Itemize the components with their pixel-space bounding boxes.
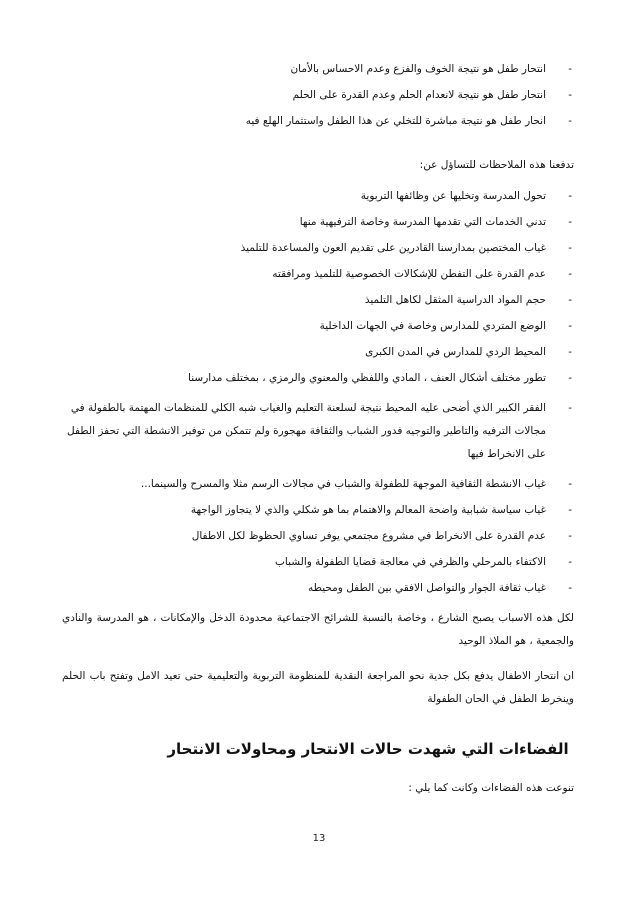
section-heading: الفضاءات التي شهدت حالات الانتحار ومحاولات الانتحار (167, 740, 569, 758)
list-item: - الفقر الكبير الذي أضحى عليه المحيط نتيجة لسلعنة التعليم والغياب شبه الكلي للمنظمات المهتمة بالطفولة في مجالات الترفيه والتاطير والتوجيه فدور الشباب والثقافة مهجورة ولم تتمكن من توفير الانشطة التي تحفز الطفل على الانخراط فيها (62, 397, 574, 477)
questions-list (62, 189, 574, 607)
list-item: - تطور مختلف أشكال العنف ، المادي واللفظي والمعنوي والرمزي ، بمختلف مدارسنا (62, 371, 574, 397)
list-item: - غياب سياسة شبابية واضحة المعالم والاهتمام بما هو شكلي والذي لا يتجاوز الواجهة (62, 503, 574, 529)
list-item: - غياب المختصين بمدارسنا القادرين على تقديم العون والمساعدة للتلميذ (62, 241, 574, 267)
list-item: - عدم القدرة على التفطن للإشكالات الخصوصية للتلميذ ومرافقته (62, 267, 574, 293)
list-item: - غياب ثقافة الجوار والتواصل الافقي بين الطفل ومحيطه (62, 581, 574, 607)
list-item: - حجم المواد الدراسية المثقل لكاهل التلميذ (62, 293, 574, 319)
paragraph: لكل هذه الاسباب يصبح الشارع ، وخاصة بالنسبة للشرائح الاجتماعية محدودة الدخل والإمكانات ، هو المدرسة والنادي والجمعية ، هو الملاذ الوحيد (62, 612, 574, 647)
list-item: - انتحار طفل هو نتيجة لانعدام الحلم وعدم القدرة على الحلم (62, 88, 574, 114)
consequences-list (62, 62, 574, 140)
list-item: - انتحار طفل هو نتيجة الخوف والفزع وعدم الاحساس بالأمان (62, 62, 574, 88)
questions-intro: تدفعنا هذه الملاحظات للتساؤل عن: (419, 159, 574, 171)
list-item: - الاكتفاء بالمرحلي والظرفي في معالجة قضايا الطفولة والشباب (62, 555, 574, 581)
list-item: - الوضع المتردي للمدارس وخاصة في الجهات الداخلية (62, 319, 574, 345)
list-item: - تحول المدرسة وتخليها عن وظائفها التربوية (62, 189, 574, 215)
list-item: - غياب الانشطة الثقافية الموجهة للطفولة والشباب في مجالات الرسم مثلا والمسرح والسينما... (62, 477, 574, 503)
list-item: - تدني الخدمات التي تقدمها المدرسة وخاصة الترفيهية منها (62, 215, 574, 241)
list-item: - عدم القدرة على الانخراط في مشروع مجتمعي يوفر تساوي الحظوظ لكل الاطفال (62, 529, 574, 555)
list-item: - المحيط الردي للمدارس في المدن الكبرى (62, 345, 574, 371)
paragraph: ان انتحار الاطفال يدفع بكل جدية نحو المراجعة النقدية للمنظومة التربوية والتعليمية حتى تعيد الامل وتفتح باب الحلم وينخرط الطفل في الحان الطفولة (62, 670, 574, 705)
section-note: تنوعت هذه الفضاءات وكانت كما يلي : (408, 782, 574, 794)
page-number: 13 (312, 833, 326, 844)
list-item: - انحار طفل هو نتيجة مباشرة للتخلي عن هذا الطفل واستثمار الهلع فيه (62, 114, 574, 140)
document-body (62, 62, 574, 796)
